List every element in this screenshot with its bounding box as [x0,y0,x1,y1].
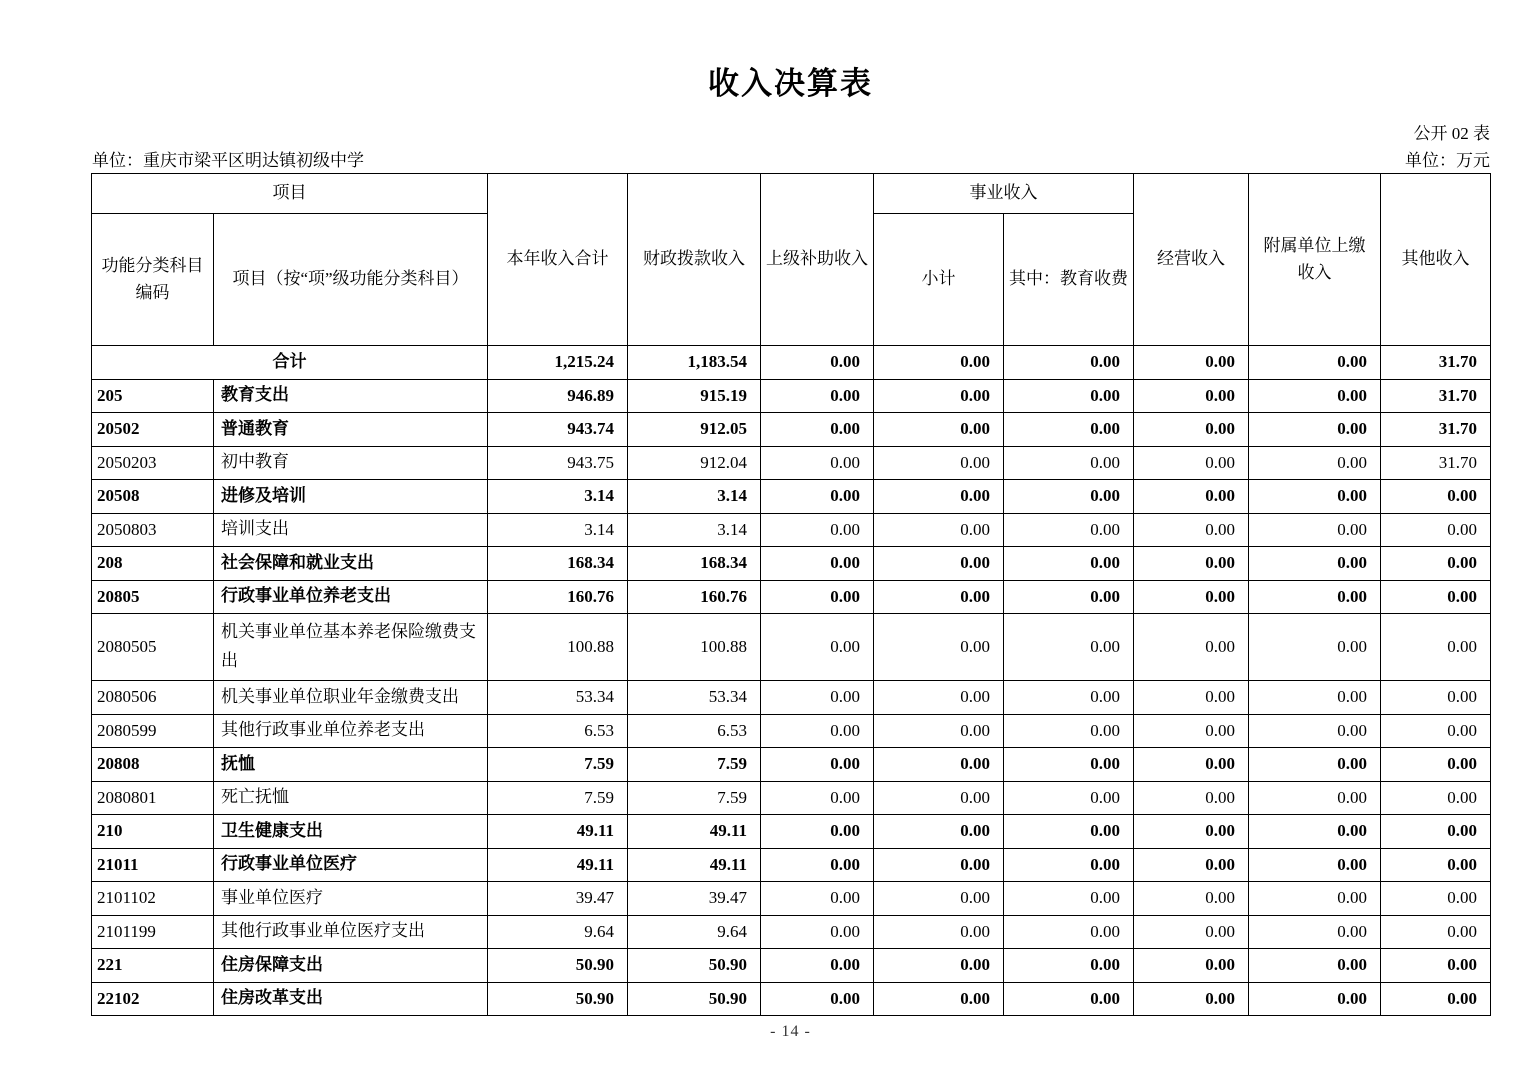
cell-amount: 0.00 [1134,681,1249,715]
cell-amount: 0.00 [761,580,874,614]
table-row [92,413,1491,447]
cell-function-code: 208 [92,547,214,581]
cell-project-name: 普通教育 [214,413,488,447]
cell-amount: 0.00 [1004,513,1134,547]
unit-name-label: 单位：重庆市梁平区明达镇初级中学 [92,151,364,170]
cell-amount: 0.00 [1134,781,1249,815]
cell-amount: 943.74 [488,413,628,447]
cell-amount: 0.00 [1004,379,1134,413]
cell-amount: 0.00 [1134,982,1249,1016]
cell-amount: 100.88 [628,614,761,681]
table-row [92,748,1491,782]
cell-amount: 31.70 [1381,446,1491,480]
cell-amount: 0.00 [874,882,1004,916]
cell-amount: 946.89 [488,379,628,413]
table-row [92,949,1491,983]
cell-amount: 0.00 [1004,614,1134,681]
cell-amount: 0.00 [761,748,874,782]
header-subtotal: 小计 [874,214,1004,346]
cell-amount: 0.00 [874,714,1004,748]
table-row [92,513,1491,547]
header-business-income-group: 事业收入 [874,174,1134,214]
cell-amount: 0.00 [761,714,874,748]
cell-amount: 0.00 [1249,748,1381,782]
cell-project-name: 培训支出 [214,513,488,547]
cell-project-name: 事业单位医疗 [214,882,488,916]
cell-amount: 0.00 [1134,815,1249,849]
cell-amount: 0.00 [1134,580,1249,614]
table-row [92,982,1491,1016]
cell-amount: 7.59 [488,748,628,782]
cell-amount: 0.00 [1249,949,1381,983]
header-function-code: 功能分类科目编码 [92,214,214,346]
cell-amount: 0.00 [1381,848,1491,882]
cell-amount: 0.00 [761,446,874,480]
cell-amount: 0.00 [761,379,874,413]
cell-amount: 0.00 [1134,413,1249,447]
cell-amount: 0.00 [1381,882,1491,916]
cell-amount: 912.05 [628,413,761,447]
cell-amount: 0.00 [1134,714,1249,748]
cell-amount: 0.00 [761,815,874,849]
cell-amount: 0.00 [874,781,1004,815]
page-title: 收入决算表 [708,66,873,101]
table-row [92,547,1491,581]
cell-amount: 0.00 [1249,413,1381,447]
cell-amount: 0.00 [874,446,1004,480]
cell-amount: 0.00 [1004,781,1134,815]
cell-amount: 0.00 [1249,714,1381,748]
cell-function-code: 20808 [92,748,214,782]
header-total-income: 本年收入合计 [488,174,628,346]
table-row [92,848,1491,882]
cell-amount: 0.00 [1134,748,1249,782]
cell-amount: 0.00 [874,513,1004,547]
cell-amount: 0.00 [1134,949,1249,983]
cell-amount: 0.00 [1134,848,1249,882]
cell-amount: 3.14 [628,480,761,514]
cell-function-code: 20502 [92,413,214,447]
cell-amount: 0.00 [1004,681,1134,715]
cell-amount: 0.00 [1004,446,1134,480]
cell-project-name: 进修及培训 [214,480,488,514]
cell-amount: 0.00 [1004,714,1134,748]
cell-amount: 0.00 [1381,480,1491,514]
cell-function-code: 2101102 [92,882,214,916]
cell-function-code: 2050803 [92,513,214,547]
header-fiscal-allocation-income: 财政拨款收入 [628,174,761,346]
cell-amount: 0.00 [874,547,1004,581]
table-row [92,379,1491,413]
cell-amount: 49.11 [628,848,761,882]
table-row [92,480,1491,514]
table-row [92,882,1491,916]
cell-amount: 3.14 [488,480,628,514]
cell-amount: 0.00 [1004,915,1134,949]
cell-amount: 0.00 [761,949,874,983]
cell-amount: 0.00 [1004,882,1134,916]
cell-function-code: 2050203 [92,446,214,480]
cell-amount: 0.00 [1004,580,1134,614]
cell-amount: 31.70 [1381,346,1491,380]
cell-amount: 0.00 [1249,379,1381,413]
cell-amount: 0.00 [874,413,1004,447]
cell-project-name: 住房保障支出 [214,949,488,983]
cell-project-name: 教育支出 [214,379,488,413]
cell-amount: 0.00 [1381,982,1491,1016]
header-operating-income: 经营收入 [1134,174,1249,346]
unit-currency-label: 单位：万元 [1405,151,1490,170]
cell-project-name: 住房改革支出 [214,982,488,1016]
cell-project-name: 机关事业单位职业年金缴费支出 [214,681,488,715]
cell-amount: 0.00 [1134,882,1249,916]
header-education-fees: 其中：教育收费 [1004,214,1134,346]
cell-amount: 7.59 [488,781,628,815]
cell-amount: 0.00 [761,547,874,581]
cell-amount: 0.00 [761,848,874,882]
cell-amount: 0.00 [874,848,1004,882]
cell-amount: 49.11 [488,848,628,882]
header-affiliated-units-income: 附属单位上缴收入 [1249,174,1381,346]
cell-amount: 0.00 [874,346,1004,380]
cell-amount: 0.00 [1381,513,1491,547]
income-final-accounts-table [91,173,1491,1016]
cell-amount: 3.14 [488,513,628,547]
table-row [92,781,1491,815]
cell-amount: 0.00 [761,346,874,380]
cell-amount: 0.00 [1249,346,1381,380]
cell-amount: 0.00 [1249,882,1381,916]
cell-amount: 0.00 [1381,580,1491,614]
cell-amount: 49.11 [488,815,628,849]
header-project-group: 项目 [92,174,488,214]
cell-project-name: 初中教育 [214,446,488,480]
cell-function-code: 2080506 [92,681,214,715]
cell-amount: 943.75 [488,446,628,480]
cell-amount: 0.00 [1004,748,1134,782]
cell-amount: 0.00 [1134,547,1249,581]
cell-amount: 53.34 [628,681,761,715]
cell-amount: 49.11 [628,815,761,849]
cell-amount: 0.00 [761,413,874,447]
cell-amount: 0.00 [1004,413,1134,447]
doc-number-label: 公开 02 表 [1413,124,1490,143]
cell-amount: 0.00 [1134,614,1249,681]
cell-amount: 0.00 [761,614,874,681]
cell-amount: 1,215.24 [488,346,628,380]
cell-amount: 0.00 [874,580,1004,614]
cell-amount: 0.00 [1249,781,1381,815]
cell-amount: 0.00 [1381,614,1491,681]
cell-amount: 0.00 [1249,848,1381,882]
cell-project-name: 其他行政事业单位养老支出 [214,714,488,748]
cell-amount: 0.00 [1004,815,1134,849]
cell-project-name: 抚恤 [214,748,488,782]
cell-amount: 0.00 [761,915,874,949]
cell-amount: 0.00 [1381,915,1491,949]
cell-amount: 39.47 [488,882,628,916]
cell-amount: 0.00 [1249,513,1381,547]
cell-amount: 0.00 [874,614,1004,681]
cell-project-name: 行政事业单位养老支出 [214,580,488,614]
cell-amount: 50.90 [628,949,761,983]
cell-amount: 3.14 [628,513,761,547]
cell-amount: 7.59 [628,748,761,782]
cell-amount: 912.04 [628,446,761,480]
cell-amount: 0.00 [1381,949,1491,983]
cell-amount: 0.00 [1004,480,1134,514]
cell-function-code: 21011 [92,848,214,882]
cell-amount: 50.90 [488,949,628,983]
cell-amount: 39.47 [628,882,761,916]
cell-amount: 0.00 [874,949,1004,983]
cell-function-code: 20805 [92,580,214,614]
cell-amount: 0.00 [1004,949,1134,983]
cell-function-code: 205 [92,379,214,413]
cell-amount: 9.64 [488,915,628,949]
cell-amount: 0.00 [1381,781,1491,815]
cell-amount: 53.34 [488,681,628,715]
cell-amount: 0.00 [1249,580,1381,614]
cell-amount: 9.64 [628,915,761,949]
table-row [92,614,1491,681]
cell-amount: 0.00 [761,781,874,815]
table-row [92,681,1491,715]
cell-amount: 6.53 [628,714,761,748]
cell-amount: 0.00 [1249,982,1381,1016]
cell-amount: 160.76 [488,580,628,614]
cell-amount: 0.00 [1134,513,1249,547]
cell-amount: 0.00 [1134,915,1249,949]
cell-amount: 0.00 [1249,547,1381,581]
cell-function-code: 22102 [92,982,214,1016]
cell-amount: 50.90 [488,982,628,1016]
table-row [92,915,1491,949]
cell-amount: 0.00 [1249,480,1381,514]
table-row [92,346,1491,380]
header-row-top [92,174,1491,214]
cell-function-code: 2080505 [92,614,214,681]
cell-amount: 0.00 [1134,346,1249,380]
cell-amount: 0.00 [874,982,1004,1016]
cell-amount: 0.00 [1004,848,1134,882]
cell-amount: 0.00 [1381,681,1491,715]
cell-function-code: 221 [92,949,214,983]
cell-project-name: 社会保障和就业支出 [214,547,488,581]
table-row [92,446,1491,480]
cell-function-code: 2080599 [92,714,214,748]
cell-project-name: 机关事业单位基本养老保险缴费支出 [214,614,488,681]
cell-amount: 0.00 [761,480,874,514]
cell-amount: 0.00 [874,480,1004,514]
cell-amount: 0.00 [1381,748,1491,782]
cell-amount: 0.00 [1381,714,1491,748]
cell-amount: 0.00 [874,815,1004,849]
cell-project-name: 其他行政事业单位医疗支出 [214,915,488,949]
cell-amount: 0.00 [1381,815,1491,849]
cell-amount: 31.70 [1381,379,1491,413]
table-body [92,346,1491,1016]
cell-amount: 160.76 [628,580,761,614]
cell-amount: 0.00 [761,882,874,916]
cell-amount: 0.00 [1249,614,1381,681]
cell-amount: 100.88 [488,614,628,681]
cell-project-name: 行政事业单位医疗 [214,848,488,882]
header-project-item: 项目（按“项”级功能分类科目） [214,214,488,346]
cell-amount: 0.00 [1249,681,1381,715]
cell-amount: 0.00 [761,513,874,547]
cell-amount: 0.00 [1004,982,1134,1016]
cell-total-label: 合计 [92,346,488,380]
table-row [92,714,1491,748]
header-superior-subsidy-income: 上级补助收入 [761,174,874,346]
cell-function-code: 2101199 [92,915,214,949]
cell-amount: 0.00 [1249,815,1381,849]
cell-amount: 915.19 [628,379,761,413]
cell-project-name: 死亡抚恤 [214,781,488,815]
header-other-income: 其他收入 [1381,174,1491,346]
table-row [92,580,1491,614]
cell-amount: 0.00 [874,681,1004,715]
cell-amount: 0.00 [761,982,874,1016]
cell-amount: 0.00 [1249,446,1381,480]
cell-amount: 0.00 [1134,379,1249,413]
cell-amount: 0.00 [874,379,1004,413]
cell-amount: 0.00 [1381,547,1491,581]
cell-amount: 0.00 [761,681,874,715]
cell-amount: 31.70 [1381,413,1491,447]
cell-function-code: 2080801 [92,781,214,815]
cell-function-code: 210 [92,815,214,849]
cell-function-code: 20508 [92,480,214,514]
table-row [92,815,1491,849]
cell-project-name: 卫生健康支出 [214,815,488,849]
page-number: - 14 - [770,1023,811,1040]
cell-amount: 0.00 [1249,915,1381,949]
cell-amount: 6.53 [488,714,628,748]
cell-amount: 0.00 [874,915,1004,949]
cell-amount: 0.00 [1004,547,1134,581]
cell-amount: 0.00 [1004,346,1134,380]
cell-amount: 1,183.54 [628,346,761,380]
cell-amount: 0.00 [874,748,1004,782]
cell-amount: 168.34 [488,547,628,581]
cell-amount: 168.34 [628,547,761,581]
cell-amount: 0.00 [1134,480,1249,514]
cell-amount: 7.59 [628,781,761,815]
cell-amount: 50.90 [628,982,761,1016]
cell-amount: 0.00 [1134,446,1249,480]
